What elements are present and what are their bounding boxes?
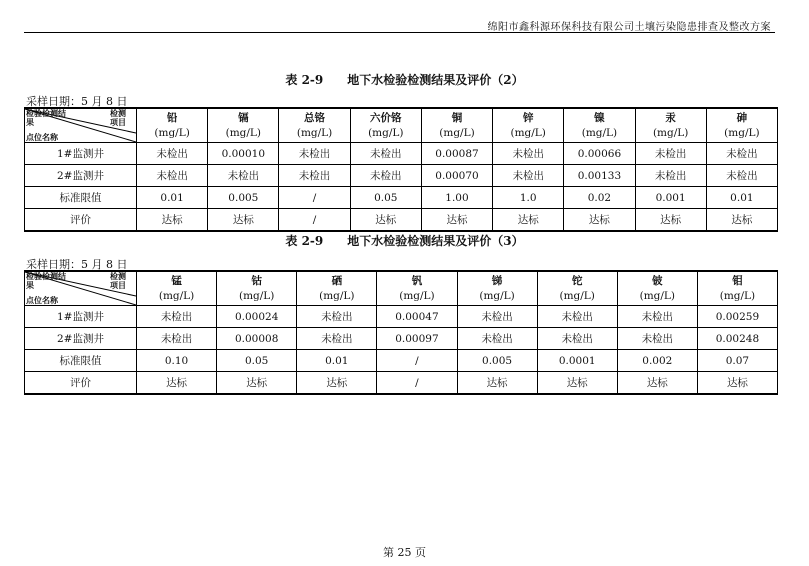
column-unit: (mg/L) (238, 289, 275, 302)
row-label: 标准限值 (25, 350, 137, 372)
column-unit: (mg/L) (479, 289, 515, 302)
column-unit: (mg/L) (719, 289, 756, 302)
table-cell: 未检出 (493, 143, 564, 165)
table-cell: 达标 (208, 209, 279, 232)
table-cell: 未检出 (457, 306, 537, 328)
table-cell: 1.0 (493, 187, 564, 209)
table-cell: 0.005 (457, 350, 537, 372)
column-name: 钼 (732, 274, 743, 287)
table-cell: 未检出 (137, 165, 208, 187)
table-cell: 达标 (350, 209, 421, 232)
table-cell: / (279, 209, 350, 232)
column-name: 砷 (736, 111, 748, 124)
table-cell: 未检出 (706, 143, 777, 165)
table-cell: 未检出 (297, 306, 377, 328)
table-cell: 达标 (457, 372, 537, 395)
corner-label-item: 检测项目 (110, 108, 126, 127)
column-name: 铊 (571, 274, 583, 287)
table-row (25, 306, 778, 328)
column-unit: (mg/L) (439, 126, 475, 139)
table-cell: 0.00097 (377, 328, 457, 350)
column-unit: (mg/L) (724, 126, 760, 139)
table-cell: 达标 (297, 372, 377, 395)
table-row (25, 372, 778, 395)
table3-corner-cell (25, 271, 137, 306)
table-cell: 0.00010 (208, 143, 279, 165)
column-header (635, 108, 706, 143)
table-cell: 未检出 (137, 328, 217, 350)
column-unit: (mg/L) (399, 289, 435, 302)
table-cell: 未检出 (350, 143, 421, 165)
table-cell: 达标 (537, 372, 617, 395)
table2 (24, 107, 778, 232)
column-name: 六价铬 (370, 111, 402, 124)
column-unit: (mg/L) (581, 126, 618, 139)
corner-label-result: 检验检测结果 (26, 271, 66, 290)
table-cell: 未检出 (617, 306, 697, 328)
column-unit: (mg/L) (225, 126, 262, 139)
table-cell: 达标 (617, 372, 697, 395)
table2-corner-cell (25, 108, 137, 143)
corner-label-location: 点位名称 (26, 132, 58, 142)
table-cell: / (377, 350, 457, 372)
table-cell: 0.01 (297, 350, 377, 372)
column-header (137, 271, 217, 306)
table-row (25, 165, 778, 187)
table-cell: 未检出 (137, 306, 217, 328)
table-cell: 未检出 (350, 165, 421, 187)
column-name: 钒 (411, 274, 423, 287)
table-row (25, 350, 778, 372)
table-cell: 0.00024 (217, 306, 297, 328)
column-header (217, 271, 297, 306)
table-cell: 未检出 (617, 328, 697, 350)
table3-sampling-date: 采样日期：5 月 8 日 (26, 258, 128, 271)
column-header (279, 108, 350, 143)
column-unit: (mg/L) (559, 289, 595, 302)
column-name: 铅 (166, 111, 178, 124)
table-cell: 0.02 (564, 187, 635, 209)
table-cell: 达标 (635, 209, 706, 232)
table-cell: 0.00008 (217, 328, 297, 350)
table-cell: 达标 (564, 209, 635, 232)
table-cell: 0.00248 (697, 328, 777, 350)
column-name: 钴 (251, 274, 262, 287)
column-name: 铍 (652, 274, 663, 287)
row-label: 1#监测井 (25, 306, 137, 328)
table-cell: 0.00047 (377, 306, 457, 328)
row-label: 2#监测井 (25, 165, 137, 187)
table-cell: 达标 (706, 209, 777, 232)
column-unit: (mg/L) (319, 289, 355, 302)
table3 (24, 270, 778, 395)
table-cell: 未检出 (635, 143, 706, 165)
page-number: 第 25 页 (383, 546, 426, 559)
column-name: 锌 (522, 111, 534, 124)
table-cell: 0.05 (217, 350, 297, 372)
table-cell: 1.00 (421, 187, 492, 209)
table-cell: 0.00133 (564, 165, 635, 187)
column-name: 铜 (451, 111, 463, 124)
table-cell: 未检出 (208, 165, 279, 187)
column-header (697, 271, 777, 306)
column-name: 镉 (238, 111, 249, 124)
corner-label-result: 检验检测结果 (26, 108, 66, 127)
table2-title: 表 2-9 地下水检验检测结果及评价（2） (285, 73, 524, 87)
table-cell: 0.05 (350, 187, 421, 209)
table-cell: 未检出 (706, 165, 777, 187)
table-cell: 达标 (493, 209, 564, 232)
column-header (617, 271, 697, 306)
corner-label-item: 检测项目 (110, 271, 126, 290)
table-cell: 未检出 (457, 328, 537, 350)
table-cell: / (279, 187, 350, 209)
table-cell: 0.00070 (421, 165, 492, 187)
column-unit: (mg/L) (296, 126, 333, 139)
table-cell: 未检出 (635, 165, 706, 187)
table-cell: 达标 (137, 209, 208, 232)
row-label: 标准限值 (25, 187, 137, 209)
row-label: 评价 (25, 372, 137, 395)
column-name: 锰 (171, 274, 182, 287)
column-name: 锑 (491, 274, 503, 287)
table-cell: 0.07 (697, 350, 777, 372)
column-unit: (mg/L) (368, 126, 404, 139)
table-row (25, 143, 778, 165)
table-cell: 0.01 (706, 187, 777, 209)
column-header (706, 108, 777, 143)
column-header (564, 108, 635, 143)
row-label: 2#监测井 (25, 328, 137, 350)
corner-label-location: 点位名称 (26, 295, 58, 305)
column-header (297, 271, 377, 306)
table-cell: 未检出 (279, 165, 350, 187)
table-cell: 0.00087 (421, 143, 492, 165)
running-header: 绵阳市鑫科源环保科技有限公司土壤污染隐患排查及整改方案 (487, 22, 771, 33)
column-unit: (mg/L) (510, 126, 546, 139)
column-unit: (mg/L) (652, 126, 689, 139)
table-row (25, 328, 778, 350)
column-header (457, 271, 537, 306)
table-cell: 0.001 (635, 187, 706, 209)
table-cell: 0.00259 (697, 306, 777, 328)
table-cell: 未检出 (297, 328, 377, 350)
table-cell: 0.005 (208, 187, 279, 209)
column-unit: (mg/L) (158, 289, 195, 302)
table-cell: 未检出 (537, 306, 617, 328)
column-header (493, 108, 564, 143)
table-cell: 0.002 (617, 350, 697, 372)
table-cell: 未检出 (279, 143, 350, 165)
row-label: 评价 (25, 209, 137, 232)
header-rule (24, 32, 775, 33)
table-cell: 未检出 (137, 143, 208, 165)
column-header (137, 108, 208, 143)
table-cell: 未检出 (537, 328, 617, 350)
table-cell: 达标 (217, 372, 297, 395)
table-cell: 达标 (137, 372, 217, 395)
table-cell: 达标 (697, 372, 777, 395)
table-cell: 0.10 (137, 350, 217, 372)
table-cell: 0.00066 (564, 143, 635, 165)
table-cell: 未检出 (493, 165, 564, 187)
table-cell: / (377, 372, 457, 395)
table-row (25, 187, 778, 209)
table3-title: 表 2-9 地下水检验检测结果及评价（3） (285, 234, 524, 248)
table-cell: 0.01 (137, 187, 208, 209)
column-unit: (mg/L) (154, 126, 190, 139)
column-name: 镍 (594, 111, 605, 124)
column-name: 总铬 (304, 111, 326, 124)
column-name: 汞 (665, 111, 676, 124)
table-row (25, 209, 778, 232)
column-header (208, 108, 279, 143)
column-header (421, 108, 492, 143)
column-header (350, 108, 421, 143)
table-cell: 达标 (421, 209, 492, 232)
row-label: 1#监测井 (25, 143, 137, 165)
column-header (537, 271, 617, 306)
table-cell: 0.0001 (537, 350, 617, 372)
column-header (377, 271, 457, 306)
column-unit: (mg/L) (639, 289, 675, 302)
table2-sampling-date: 采样日期：5 月 8 日 (26, 95, 128, 108)
column-name: 硒 (331, 274, 343, 287)
